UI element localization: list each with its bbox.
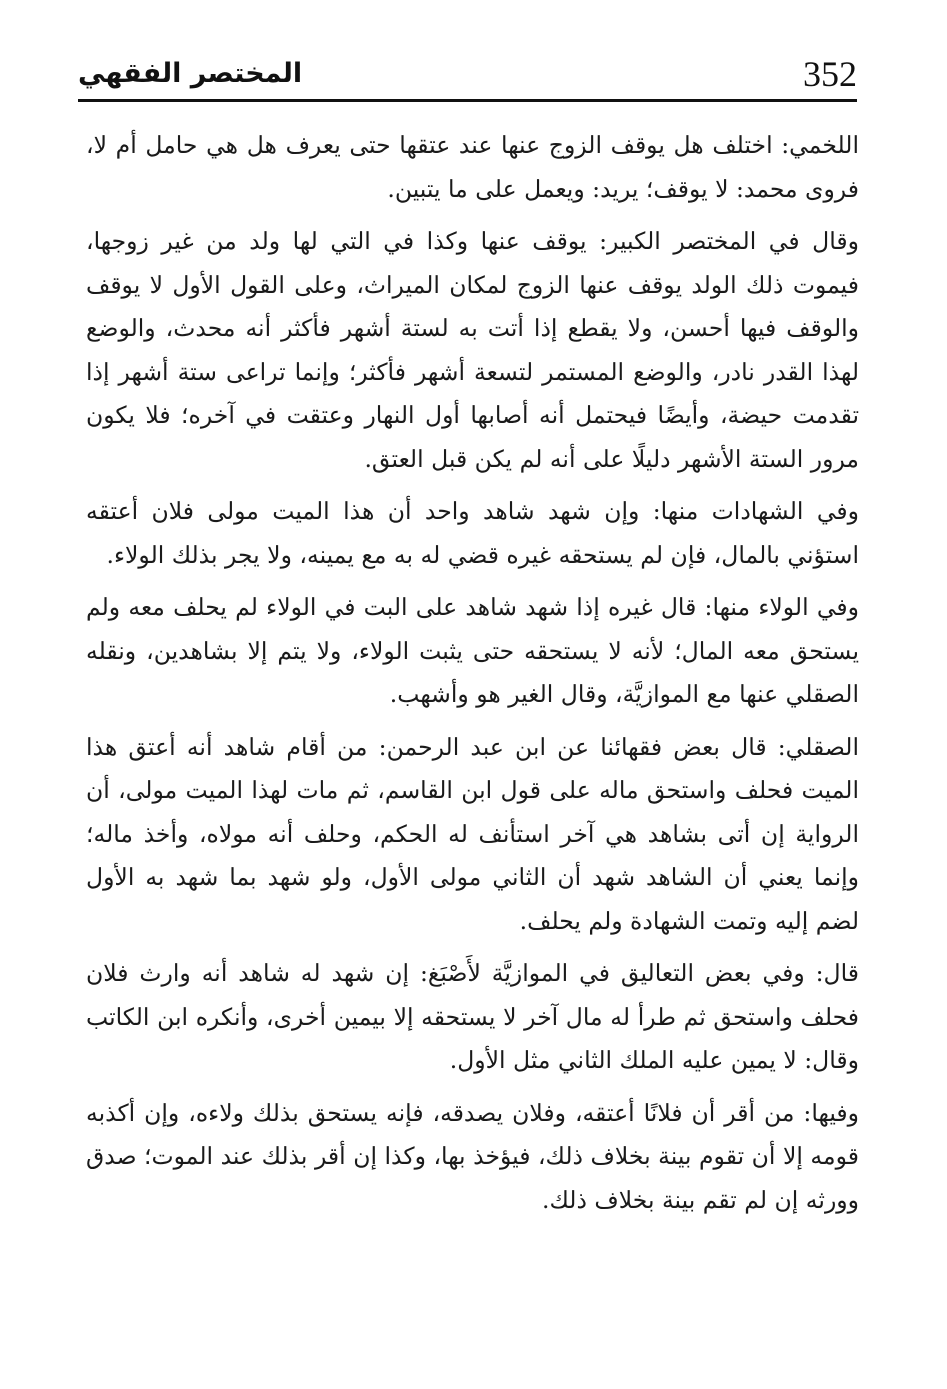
paragraph-wala: وفي الولاء منها: قال غيره إذا شهد شاهد على البت في الولاء لم يحلف معه ولم يستحق معه المال؛ لأنه لا يستحقه حتى يثبت الولاء، ولا يتم إلا بشاهدين، ونقله الصقلي عنها مع الموازيَّة، وقال الغير هو وأشهب.	[86, 593, 859, 708]
page-header	[78, 54, 857, 102]
paragraph-siqilli: الصقلي: قال بعض فقهائنا عن ابن عبد الرحمن: من أقام شاهد أنه أعتق هذا الميت فحلف واستحق ماله على قول ابن القاسم، ثم مات لهذا الميت مولى، أن الرواية إن أتى بشاهد هي آخر استأنف له الحكم، وحلف أنه مولاه، وأخذ ماله؛ وإنما يعني أن الشاهد شهد أن الثاني مولى الأول، ولو شهد بما شهد به الأول لضم إليه وتمت الشهادة ولم يحلف.	[86, 732, 859, 935]
paragraph-lakhmi: اللخمي: اختلف هل يوقف الزوج عنها عند عتقها حتى يعرف هل هي حامل أم لا، فروى محمد: لا يوقف؛ يريد: ويعمل على ما يتبين.	[86, 131, 859, 203]
running-title: المختصر الفقهي	[78, 58, 303, 89]
body-text	[86, 124, 859, 1231]
paragraph-shahadat: وفي الشهادات منها: وإن شهد شاهد واحد أن هذا الميت مولى فلان أعتقه استؤني بالمال، فإن لم يستحقه غيره قضي له به مع يمينه، ولا يجر بذلك الولاء.	[86, 497, 859, 569]
header-divider	[78, 99, 857, 102]
paragraph-mukhtasar-kabir: وقال في المختصر الكبير: يوقف عنها وكذا في التي لها ولد من غير زوجها، فيموت ذلك الولد يوقف عنها الزوج لمكان الميراث، وعلى القول الأول لا يوقف والوقف فيها أحسن، ولا يقطع إذا أتت به لستة أشهر فأكثر أنه محدث، والوضع لهذا القدر نادر، والوضع المستمر لتسعة أشهر فأكثر؛ وإنما تراعى ستة أشهر إذا تقدمت حيضة، وأيضًا فيحتمل أنه أصابها أول النهار وعتقت في آخره؛ فلا يكون مرور الستة الأشهر دليلًا على أنه لم يكن قبل العتق.	[86, 227, 859, 473]
page-number: 352	[803, 54, 857, 94]
paragraph-asbagh: قال: وفي بعض التعاليق في الموازيَّة لأَصْبَغ: إن شهد له شاهد أنه وارث فلان فحلف واستحق ثم طرأ له مال آخر لا يستحقه إلا بيمين أخرى، وأنكره ابن الكاتب وقال: لا يمين عليه الملك الثاني مثل الأول.	[86, 959, 859, 1074]
paragraph-iqrar: وفيها: من أقر أن فلانًا أعتقه، وفلان يصدقه، فإنه يستحق بذلك ولاءه، وإن أكذبه قومه إلا أن تقوم بينة بخلاف ذلك، فيؤخذ بها، وكذا إن أقر بذلك عند الموت؛ صدق وورثه إن لم تقم بينة بخلاف ذلك.	[86, 1098, 859, 1214]
